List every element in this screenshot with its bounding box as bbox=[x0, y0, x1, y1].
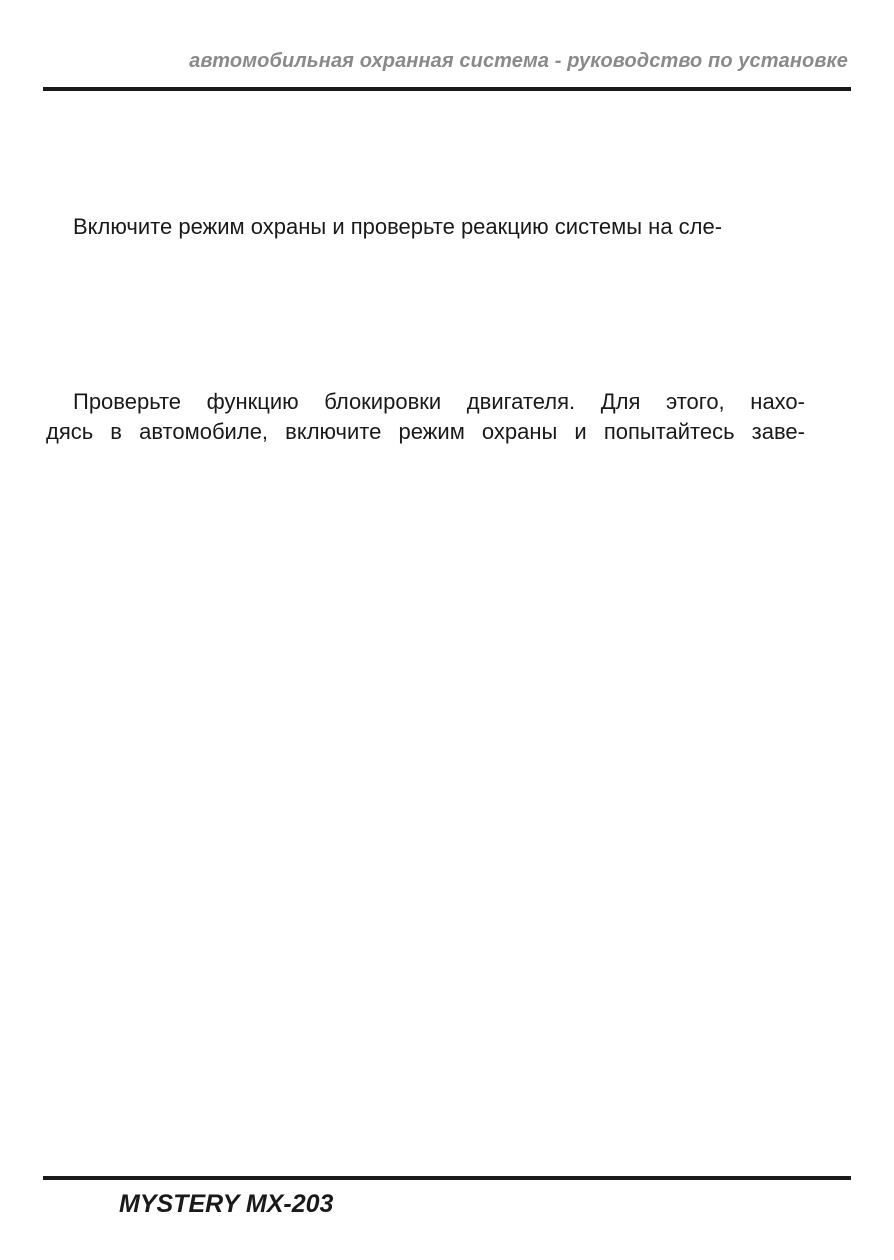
footer-rule bbox=[43, 1176, 851, 1180]
header-rule bbox=[43, 87, 851, 91]
paragraph-engine-block-test bbox=[46, 387, 805, 447]
paragraph-line: дясь в автомобиле, включите режим охраны и попытайтесь заве- bbox=[46, 419, 805, 444]
paragraph-arm-test bbox=[46, 212, 805, 242]
paragraph-line: Проверьте функцию блокировки двигателя. Для этого, нахо- bbox=[73, 389, 805, 414]
paragraph-line: Включите режим охраны и проверьте реакцию системы на сле- bbox=[73, 214, 723, 239]
running-header-title: автомобильная охранная система - руководство по установке bbox=[189, 50, 848, 72]
footer-brand-model: MYSTERY MX-203 bbox=[119, 1190, 334, 1218]
